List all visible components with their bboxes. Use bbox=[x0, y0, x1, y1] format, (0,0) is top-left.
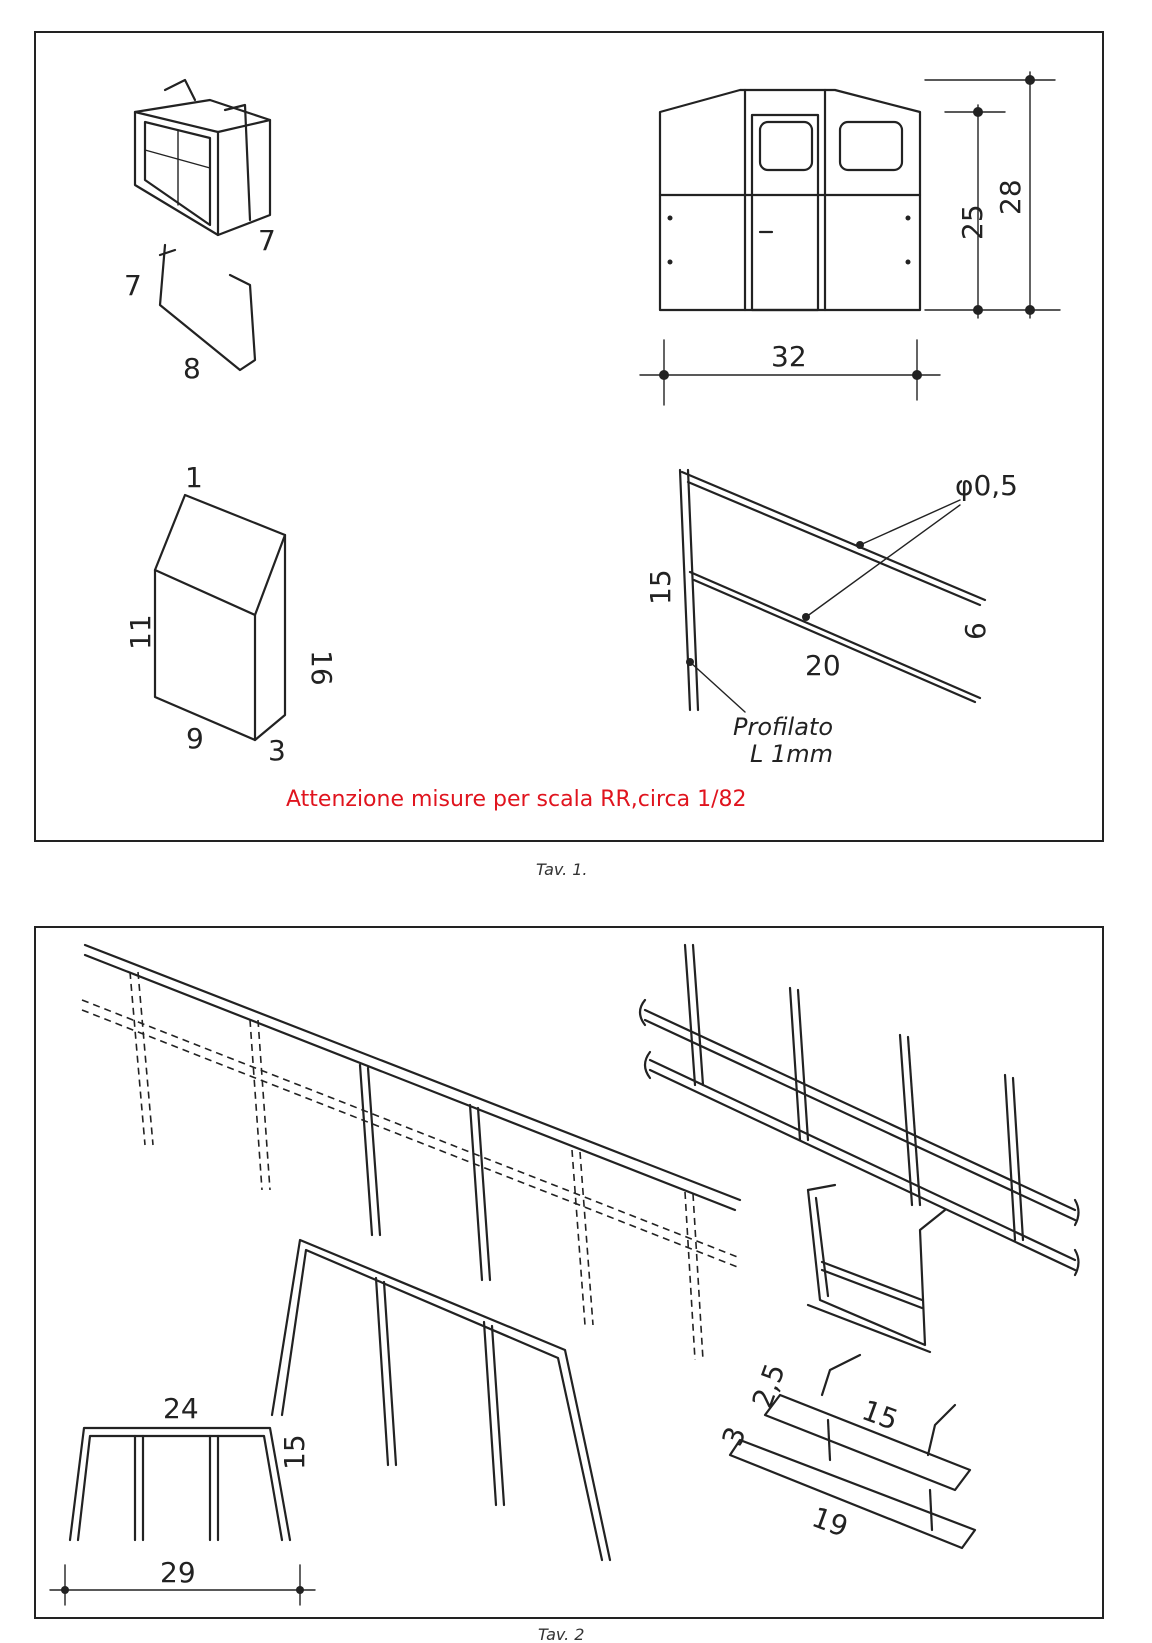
small-frame-side-dim: 15 bbox=[278, 1434, 311, 1470]
box-label-side-left: 7 bbox=[124, 269, 142, 302]
wall-label-left: 11 bbox=[124, 614, 157, 650]
box-drawing bbox=[135, 80, 270, 370]
railing-height: 15 bbox=[644, 569, 677, 605]
plate-1-caption: Tav. 1. bbox=[536, 860, 588, 879]
railing-length: 20 bbox=[805, 649, 841, 682]
wall-label-top: 1 bbox=[185, 461, 203, 494]
scale-warning-note: Attenzione misure per scala RR,circa 1/82 bbox=[286, 787, 747, 812]
step-dim-d: 19 bbox=[807, 1500, 853, 1544]
cab-dim-height-outer: 28 bbox=[994, 179, 1027, 215]
wall-panel-drawing bbox=[155, 495, 285, 740]
wall-label-bottom-front: 9 bbox=[186, 722, 204, 755]
wall-label-right: 16 bbox=[305, 650, 338, 686]
cab-dim-width: 32 bbox=[771, 340, 807, 373]
railing-profile-line2: L 1mm bbox=[750, 740, 834, 768]
box-label-bottom: 8 bbox=[183, 352, 201, 385]
wall-label-bottom-side: 3 bbox=[268, 734, 286, 767]
step-dim-b: 15 bbox=[857, 1393, 903, 1437]
cab-dim-height-inner: 25 bbox=[956, 204, 989, 240]
railing-diameter: φ0,5 bbox=[955, 469, 1018, 502]
small-frame-top-dim: 24 bbox=[163, 1392, 199, 1425]
plate-2-frame bbox=[34, 926, 1104, 1619]
small-frame-bottom-dim: 29 bbox=[160, 1556, 196, 1589]
railing-profile-line1: Profilato bbox=[733, 713, 833, 741]
plate-2-caption: Tav. 2 bbox=[538, 1625, 585, 1643]
railing-end: 6 bbox=[959, 622, 992, 640]
cab-elevation bbox=[640, 72, 1060, 405]
box-label-side-top: 7 bbox=[258, 224, 276, 257]
step-dim-c: 3 bbox=[715, 1422, 753, 1451]
step-dim-a: 2,5 bbox=[745, 1359, 792, 1413]
